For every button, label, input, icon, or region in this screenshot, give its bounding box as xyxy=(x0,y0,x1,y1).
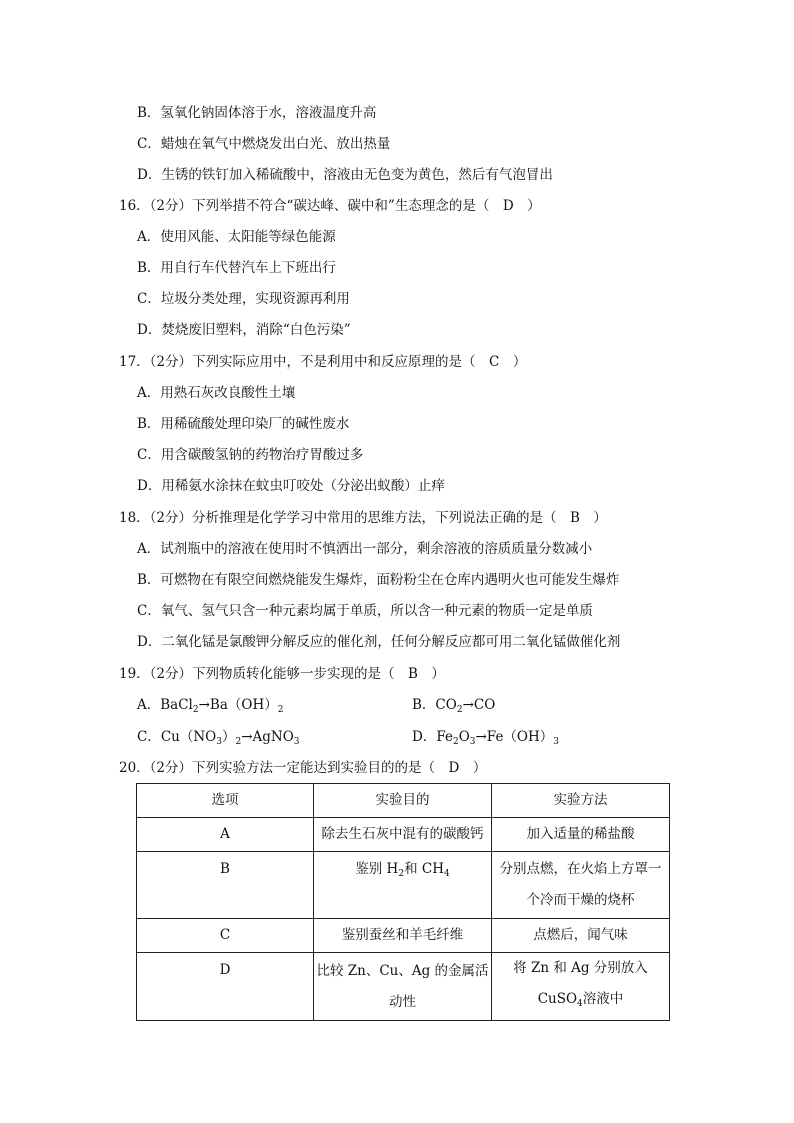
q19-option-d: D．$Fe_2O_3\to Fe(OH)_3$ xyxy=(412,729,560,747)
q16-option-c: C．垃圾分类处理，实现资源再利用 xyxy=(137,291,350,307)
q18-stem: 18．（2分）分析推理是化学学习中常用的思维方法，下列说法正确的是（ B ） xyxy=(119,510,607,526)
table-row xyxy=(137,818,670,852)
row-b-goal: 鉴别 $H_2$和 $CH_4$ xyxy=(314,852,492,919)
table-header-row xyxy=(137,784,670,818)
table-row xyxy=(137,852,670,919)
q17-option-d: D．用稀氨水涂抹在蚊虫叮咬处（分泌出蚁酸）止痒 xyxy=(137,478,445,494)
row-c-goal: 鉴别蚕丝和羊毛纤维 xyxy=(314,919,492,953)
q17-option-b: B．用稀硫酸处理印染厂的碱性废水 xyxy=(137,416,350,432)
q17-stem: 17．（2分）下列实际应用中，不是利用中和反应原理的是（ C ） xyxy=(119,354,527,370)
row-b-option: B xyxy=(137,852,314,919)
row-c-option: C xyxy=(137,919,314,953)
header-goal: 实验目的 xyxy=(314,784,492,818)
q18-option-a: A．试剂瓶中的溶液在使用时不慎洒出一部分，剩余溶液的溶质质量分数减小 xyxy=(137,541,593,557)
q19-option-b: B．$CO_2\to CO$ xyxy=(412,697,496,715)
q17-option-c: C．用含碳酸氢钠的药物治疗胃酸过多 xyxy=(137,447,364,463)
row-a-method: 加入适量的稀盐酸 xyxy=(492,818,670,852)
row-b-method: 分别点燃，在火焰上方罩一个冷而干燥的烧杯 xyxy=(492,852,670,919)
q19-stem: 19．（2分）下列物质转化能够一步实现的是（ B ） xyxy=(119,666,445,682)
row-c-method: 点燃后，闻气味 xyxy=(492,919,670,953)
table-row xyxy=(137,919,670,953)
q16-stem: 16．（2分）下列举措不符合“碳达峰、碳中和”生态理念的是（ D ） xyxy=(119,198,541,214)
header-method: 实验方法 xyxy=(492,784,670,818)
row-a-goal: 除去生石灰中混有的碳酸钙 xyxy=(314,818,492,852)
q15-option-c: C．蜡烛在氧气中燃烧发出白光、放出热量 xyxy=(137,136,391,152)
q16-option-d: D．焚烧废旧塑料，消除“白色污染” xyxy=(137,322,351,338)
q15-option-b: B．氢氧化钠固体溶于水，溶液温度升高 xyxy=(137,105,377,121)
row-d-method: 将 Zn 和 Ag 分别放入 CuSO$_4$溶液中 xyxy=(492,953,670,1021)
q16-option-a: A．使用风能、太阳能等绿色能源 xyxy=(137,229,336,245)
q19-option-a: A．$BaCl_2\to Ba(OH)_2$ xyxy=(137,697,284,715)
row-a-option: A xyxy=(137,818,314,852)
q19-option-c: C．$Cu(NO_3)_2\to AgNO_3$ xyxy=(137,729,300,747)
q18-option-d: D．二氧化锰是氯酸钾分解反应的催化剂，任何分解反应都可用二氧化锰做催化剂 xyxy=(137,634,621,650)
q17-option-a: A．用熟石灰改良酸性土壤 xyxy=(137,385,296,401)
row-d-option: D xyxy=(137,953,314,1021)
q20-stem: 20．（2分）下列实验方法一定能达到实验目的的是（ D ） xyxy=(119,760,487,776)
experiment-table xyxy=(136,783,670,1021)
q18-option-c: C．氧气、氢气只含一种元素均属于单质，所以含一种元素的物质一定是单质 xyxy=(137,603,593,619)
q15-option-d: D．生锈的铁钉加入稀硫酸中，溶液由无色变为黄色，然后有气泡冒出 xyxy=(137,167,553,183)
header-option: 选项 xyxy=(137,784,314,818)
row-d-goal: 比较 Zn、Cu、Ag 的金属活动性 xyxy=(314,953,492,1021)
table-row xyxy=(137,953,670,1021)
q16-option-b: B．用自行车代替汽车上下班出行 xyxy=(137,260,336,276)
q18-option-b: B．可燃物在有限空间燃烧能发生爆炸，面粉粉尘在仓库内遇明火也可能发生爆炸 xyxy=(137,572,620,588)
